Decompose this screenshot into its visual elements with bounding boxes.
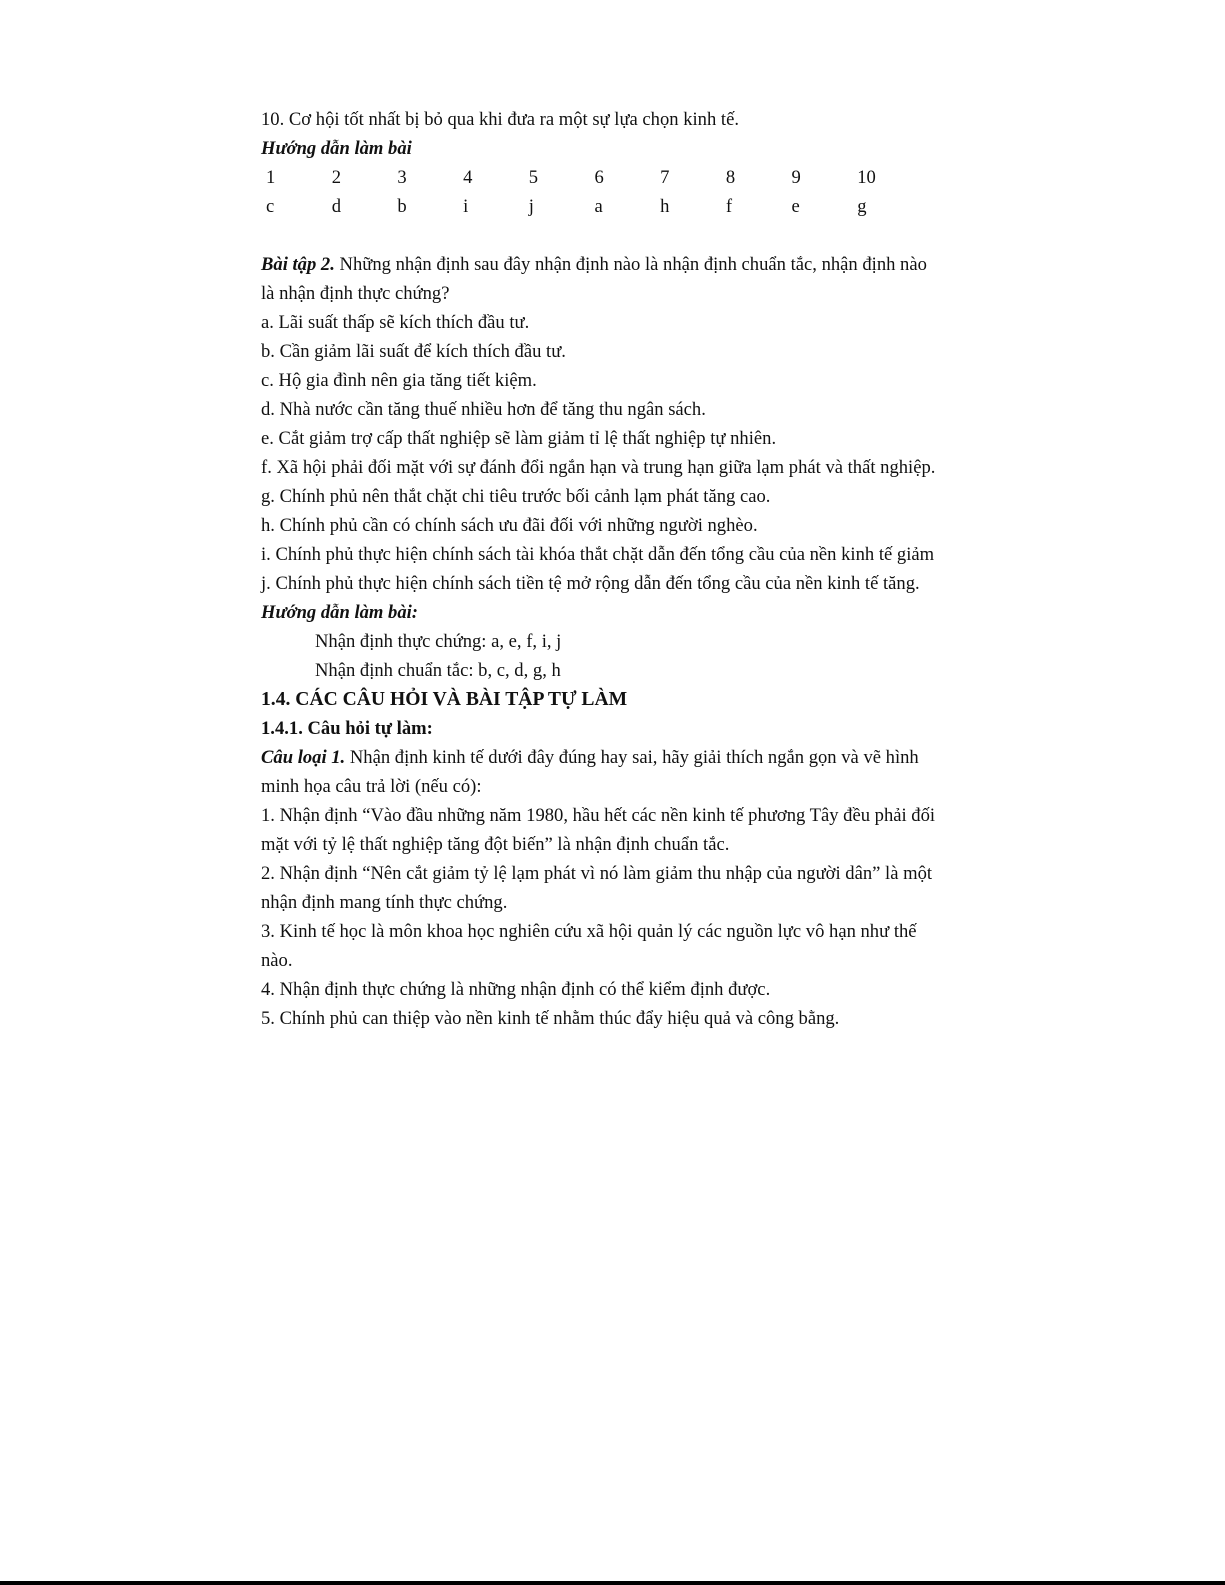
question-type-1-intro bbox=[261, 743, 971, 772]
question-item: 4. Nhận định thực chứng là những nhận định có thể kiểm định được. bbox=[261, 979, 771, 1000]
answer-letter: i bbox=[463, 196, 469, 217]
prev-exercise-item: 10. Cơ hội tốt nhất bị bỏ qua khi đưa ra một sự lựa chọn kinh tế. bbox=[261, 109, 739, 130]
statement-item: b. Cần giảm lãi suất để kích thích đầu tư. bbox=[261, 341, 566, 362]
answer-letter: c bbox=[266, 196, 275, 217]
answer-letter: d bbox=[331, 196, 341, 217]
question-item: 2. Nhận định “Nên cắt giảm tỷ lệ lạm phát vì nó làm giảm thu nhập của người dân” là một bbox=[261, 863, 933, 884]
guide-heading-1: Hướng dẫn làm bài bbox=[261, 138, 412, 159]
section-title: 1.4. CÁC CÂU HỎI VÀ BÀI TẬP TỰ LÀM bbox=[261, 689, 628, 710]
statement-item: d. Nhà nước cần tăng thuế nhiều hơn để tăng thu ngân sách. bbox=[261, 399, 706, 420]
statement-item: a. Lãi suất thấp sẽ kích thích đầu tư. bbox=[261, 312, 530, 333]
question-item: 5. Chính phủ can thiệp vào nền kinh tế nhằm thúc đẩy hiệu quả và công bằng. bbox=[261, 1008, 840, 1029]
answer-letter: e bbox=[791, 196, 800, 217]
exercise-2-label: Bài tập 2. bbox=[261, 254, 335, 275]
question-item-cont: mặt với tỷ lệ thất nghiệp tăng đột biến” là nhận định chuẩn tắc. bbox=[261, 834, 730, 855]
statement-item: g. Chính phủ nên thắt chặt chi tiêu trước bối cảnh lạm phát tăng cao. bbox=[261, 486, 771, 507]
question-item: 3. Kinh tế học là môn khoa học nghiên cứu xã hội quản lý các nguồn lực vô hạn như thế bbox=[261, 921, 917, 942]
answer-number: 3 bbox=[397, 167, 407, 188]
answer-number: 8 bbox=[725, 167, 736, 188]
question-type-1-label: Câu loại 1. bbox=[261, 747, 346, 768]
guide-heading-2: Hướng dẫn làm bài: bbox=[261, 602, 418, 623]
answer-letter: b bbox=[397, 196, 407, 217]
exercise-2-intro bbox=[261, 250, 971, 279]
answer-letter: g bbox=[857, 196, 867, 217]
answer-letter: a bbox=[594, 196, 603, 217]
question-item-cont: nào. bbox=[261, 950, 293, 971]
question-item-cont: nhận định mang tính thực chứng. bbox=[261, 892, 508, 913]
statement-item: j. Chính phủ thực hiện chính sách tiền tệ mở rộng dẫn đến tổng cầu của nền kinh tế tăng. bbox=[261, 573, 920, 594]
statement-item: e. Cắt giảm trợ cấp thất nghiệp sẽ làm giảm tỉ lệ thất nghiệp tự nhiên. bbox=[261, 428, 777, 449]
statement-item: h. Chính phủ cần có chính sách ưu đãi đối với những người nghèo. bbox=[261, 515, 758, 536]
answer-number: 6 bbox=[594, 167, 604, 188]
answer-number: 10 bbox=[857, 167, 876, 188]
answer-number: 7 bbox=[660, 167, 670, 188]
question-item: 1. Nhận định “Vào đầu những năm 1980, hầu hết các nền kinh tế phương Tây đều phải đối bbox=[261, 805, 936, 826]
statement-item: f. Xã hội phải đối mặt với sự đánh đổi ngắn hạn và trung hạn giữa lạm phát và thất nghiệp. bbox=[261, 457, 936, 478]
answer-letter: h bbox=[660, 196, 670, 217]
answer-letter: f bbox=[725, 196, 733, 217]
answer-number: 1 bbox=[266, 167, 276, 188]
exercise-2-text: Những nhận định sau đây nhận định nào là nhận định chuẩn tắc, nhận định nào bbox=[334, 254, 927, 275]
statement-item: i. Chính phủ thực hiện chính sách tài khóa thắt chặt dẫn đến tổng cầu của nền kinh tế giảm bbox=[261, 544, 935, 565]
subsection-title: 1.4.1. Câu hỏi tự làm: bbox=[261, 718, 433, 739]
question-type-1-text-cont: minh họa câu trả lời (nếu có): bbox=[261, 776, 482, 797]
answer-number: 2 bbox=[331, 167, 341, 188]
page-bottom-border bbox=[0, 1581, 1225, 1585]
positive-answer: Nhận định thực chứng: a, e, f, i, j bbox=[315, 631, 562, 652]
exercise-2-text-cont: là nhận định thực chứng? bbox=[261, 283, 450, 304]
statement-item: c. Hộ gia đình nên gia tăng tiết kiệm. bbox=[261, 370, 537, 391]
answer-number: 5 bbox=[528, 167, 539, 188]
answer-table bbox=[261, 163, 971, 221]
normative-answer: Nhận định chuẩn tắc: b, c, d, g, h bbox=[315, 660, 561, 681]
answer-number: 4 bbox=[463, 167, 473, 188]
answer-letter: j bbox=[528, 196, 534, 217]
answer-number: 9 bbox=[791, 167, 801, 188]
question-type-1-text: Nhận định kinh tế dưới đây đúng hay sai, hãy giải thích ngắn gọn và vẽ hình bbox=[345, 747, 919, 768]
document-page bbox=[261, 105, 971, 1033]
